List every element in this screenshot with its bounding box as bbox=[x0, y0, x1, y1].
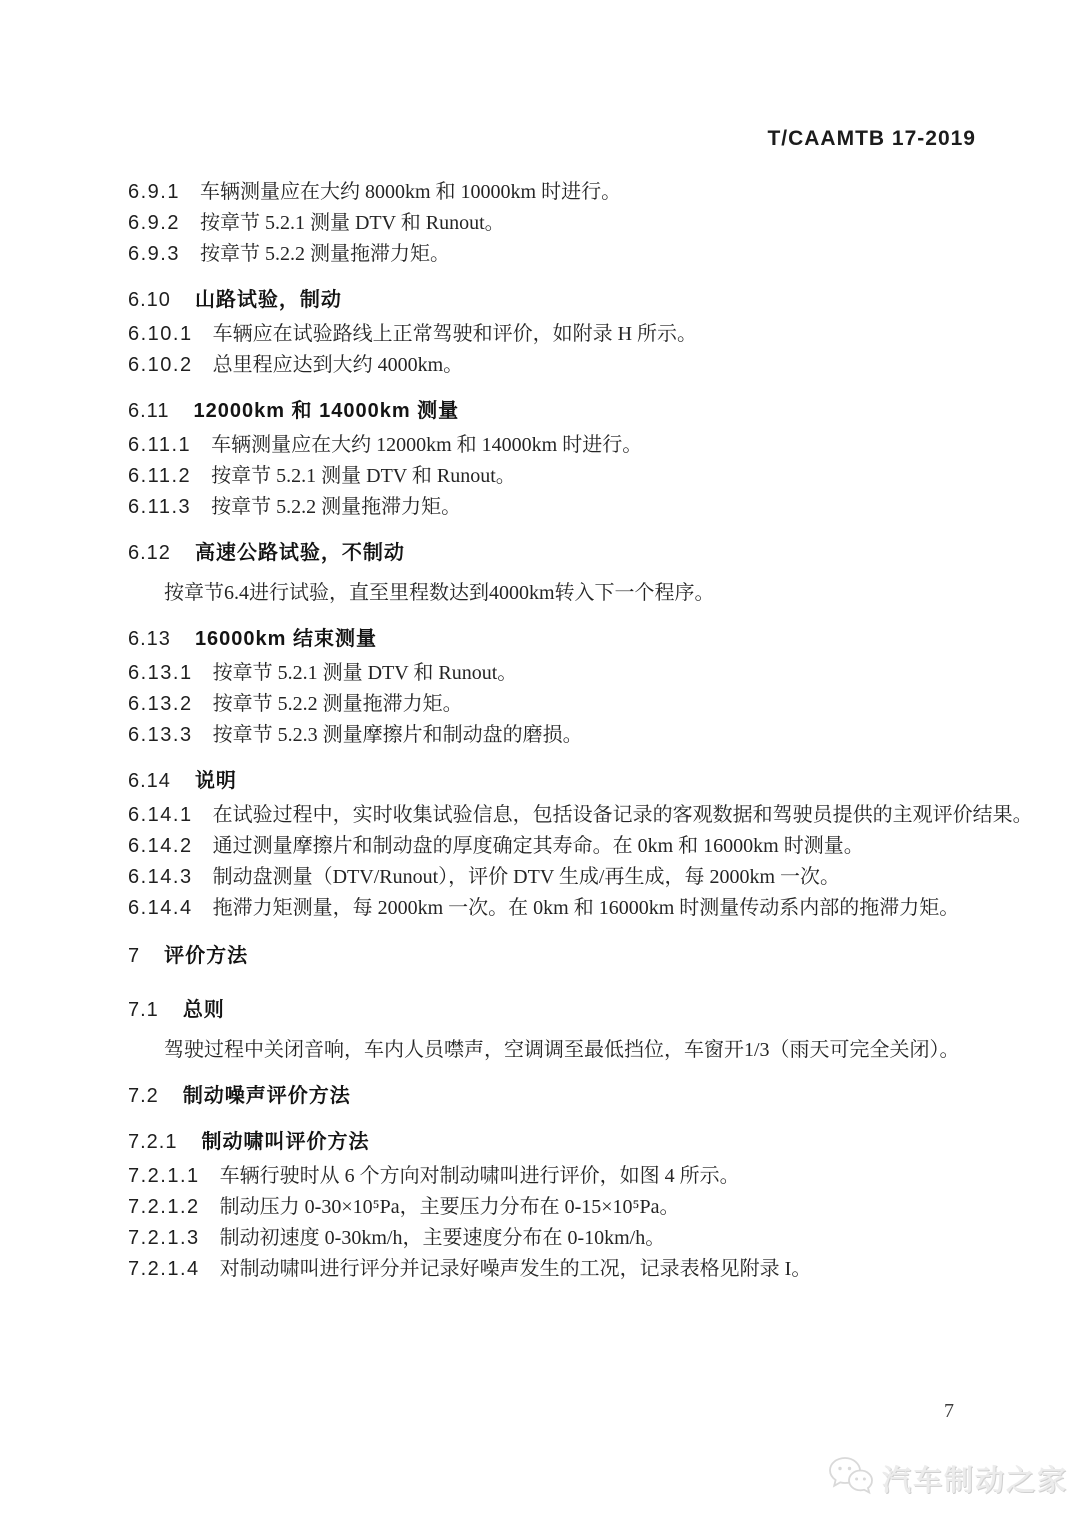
doc-code-header: T/CAAMTB 17-2019 bbox=[767, 127, 976, 150]
clause-7-2-1-4 bbox=[128, 1258, 1040, 1280]
clause-6-13-2 bbox=[128, 693, 1040, 715]
clause-number: 7.2.1.3 bbox=[128, 1227, 200, 1249]
section-title: 说明 bbox=[194, 770, 237, 792]
clause-7-2-1-2 bbox=[128, 1196, 1040, 1218]
clause-number: 6.9.2 bbox=[128, 212, 180, 234]
clause-text: 总里程应达到大约 4000km。 bbox=[212, 354, 464, 376]
section-title: 制动啸叫评价方法 bbox=[201, 1131, 370, 1153]
clause-7-2-1-3 bbox=[128, 1227, 1040, 1249]
wechat-bubbles-icon bbox=[828, 1455, 874, 1502]
clause-6-9-1 bbox=[128, 181, 1040, 203]
clause-6-13-1 bbox=[128, 662, 1040, 684]
clause-number: 6.11.2 bbox=[128, 465, 192, 487]
clause-text: 制动压力 0-30×10⁵Pa，主要压力分布在 0-15×10⁵Pa。 bbox=[219, 1196, 680, 1218]
paragraph-text: 驾驶过程中关闭音响，车内人员噤声，空调调至最低挡位，车窗开1/3（雨天可完全关闭）。 bbox=[164, 1039, 960, 1061]
clause-text: 按章节 5.2.1 测量 DTV 和 Runout。 bbox=[212, 662, 518, 684]
watermark bbox=[828, 1455, 1068, 1502]
clause-number: 6.14.3 bbox=[128, 866, 193, 888]
watermark-text: 汽车制动之家 bbox=[882, 1465, 1069, 1497]
document-body bbox=[128, 172, 1040, 1289]
paragraph-7-1 bbox=[128, 1039, 1040, 1061]
clause-number: 6.13.2 bbox=[128, 693, 193, 715]
clause-number: 6.14.4 bbox=[128, 897, 193, 919]
clause-text: 制动盘测量（DTV/Runout），评价 DTV 生成/再生成，每 2000km 一次。 bbox=[212, 866, 841, 888]
clause-number: 6.9.1 bbox=[128, 181, 180, 203]
clause-text: 对制动啸叫进行评分并记录好噪声发生的工况，记录表格见附录 I。 bbox=[219, 1258, 812, 1280]
section-title: 制动噪声评价方法 bbox=[182, 1085, 351, 1107]
section-number: 6.10 bbox=[128, 289, 171, 311]
section-heading-6-12 bbox=[128, 542, 1040, 564]
clause-number: 6.11.3 bbox=[128, 496, 192, 518]
section-number: 7.2 bbox=[128, 1085, 159, 1107]
chapter-number: 7 bbox=[128, 945, 141, 967]
chapter-title: 评价方法 bbox=[164, 945, 249, 967]
section-title: 总则 bbox=[182, 999, 225, 1021]
clause-number: 6.11.1 bbox=[128, 434, 192, 456]
clause-text: 车辆测量应在大约 12000km 和 14000km 时进行。 bbox=[211, 434, 643, 456]
paragraph-6-12 bbox=[128, 582, 1040, 604]
clause-6-10-2 bbox=[128, 354, 1040, 376]
paragraph-text: 按章节6.4进行试验，直至里程数达到4000km转入下一个程序。 bbox=[164, 582, 715, 604]
section-number: 7.1 bbox=[128, 999, 159, 1021]
clause-number: 7.2.1.1 bbox=[128, 1165, 200, 1187]
chapter-heading-7 bbox=[128, 945, 1040, 967]
section-title: 高速公路试验，不制动 bbox=[194, 542, 405, 564]
clause-text: 按章节 5.2.1 测量 DTV 和 Runout。 bbox=[211, 465, 516, 487]
clause-text: 拖滞力矩测量，每 2000km 一次。在 0km 和 16000km 时测量传动系内部的拖滞力矩。 bbox=[212, 897, 960, 919]
clause-text: 按章节 5.2.2 测量拖滞力矩。 bbox=[212, 693, 463, 715]
section-heading-7-2 bbox=[128, 1085, 1040, 1107]
section-number: 6.14 bbox=[128, 770, 171, 792]
clause-number: 7.2.1.2 bbox=[128, 1196, 200, 1218]
section-title: 16000km 结束测量 bbox=[194, 628, 378, 650]
clause-text: 制动初速度 0-30km/h，主要速度分布在 0-10km/h。 bbox=[219, 1227, 666, 1249]
section-heading-7-2-1 bbox=[128, 1131, 1040, 1153]
clause-6-9-3 bbox=[128, 243, 1040, 265]
clause-number: 6.10.1 bbox=[128, 323, 193, 345]
section-heading-6-11 bbox=[128, 400, 1040, 422]
clause-6-9-2 bbox=[128, 212, 1040, 234]
section-number: 6.12 bbox=[128, 542, 171, 564]
clause-7-2-1-1 bbox=[128, 1165, 1040, 1187]
clause-6-14-1 bbox=[128, 804, 1040, 826]
section-number: 7.2.1 bbox=[128, 1131, 178, 1153]
clause-text: 按章节 5.2.3 测量摩擦片和制动盘的磨损。 bbox=[212, 724, 583, 746]
clause-6-14-4 bbox=[128, 897, 1040, 919]
clause-text: 按章节 5.2.2 测量拖滞力矩。 bbox=[211, 496, 462, 518]
clause-text: 车辆应在试验路线上正常驾驶和评价，如附录 H 所示。 bbox=[212, 323, 698, 345]
clause-number: 6.9.3 bbox=[128, 243, 180, 265]
clause-number: 6.10.2 bbox=[128, 354, 193, 376]
clause-6-14-3 bbox=[128, 866, 1040, 888]
clause-text: 车辆行驶时从 6 个方向对制动啸叫进行评价，如图 4 所示。 bbox=[219, 1165, 740, 1187]
clause-6-11-3 bbox=[128, 496, 1040, 518]
clause-number: 6.14.1 bbox=[128, 804, 193, 826]
clause-text: 按章节 5.2.1 测量 DTV 和 Runout。 bbox=[199, 212, 505, 234]
clause-text: 车辆测量应在大约 8000km 和 10000km 时进行。 bbox=[199, 181, 622, 203]
clause-6-11-1 bbox=[128, 434, 1040, 456]
clause-text: 按章节 5.2.2 测量拖滞力矩。 bbox=[199, 243, 450, 265]
clause-number: 6.13.3 bbox=[128, 724, 193, 746]
clause-text: 通过测量摩擦片和制动盘的厚度确定其寿命。在 0km 和 16000km 时测量。 bbox=[212, 835, 864, 857]
page-number: 7 bbox=[944, 1400, 954, 1422]
clause-number: 6.13.1 bbox=[128, 662, 193, 684]
section-heading-7-1 bbox=[128, 999, 1040, 1021]
section-title: 山路试验，制动 bbox=[194, 289, 342, 311]
section-heading-6-10 bbox=[128, 289, 1040, 311]
section-heading-6-14 bbox=[128, 770, 1040, 792]
clause-number: 6.14.2 bbox=[128, 835, 193, 857]
clause-number: 7.2.1.4 bbox=[128, 1258, 200, 1280]
clause-6-11-2 bbox=[128, 465, 1040, 487]
clause-6-13-3 bbox=[128, 724, 1040, 746]
section-number: 6.13 bbox=[128, 628, 171, 650]
section-title: 12000km 和 14000km 测量 bbox=[193, 400, 460, 422]
section-number: 6.11 bbox=[128, 400, 170, 422]
clause-6-10-1 bbox=[128, 323, 1040, 345]
clause-text: 在试验过程中，实时收集试验信息，包括设备记录的客观数据和驾驶员提供的主观评价结果。 bbox=[212, 804, 1033, 826]
clause-6-14-2 bbox=[128, 835, 1040, 857]
section-heading-6-13 bbox=[128, 628, 1040, 650]
